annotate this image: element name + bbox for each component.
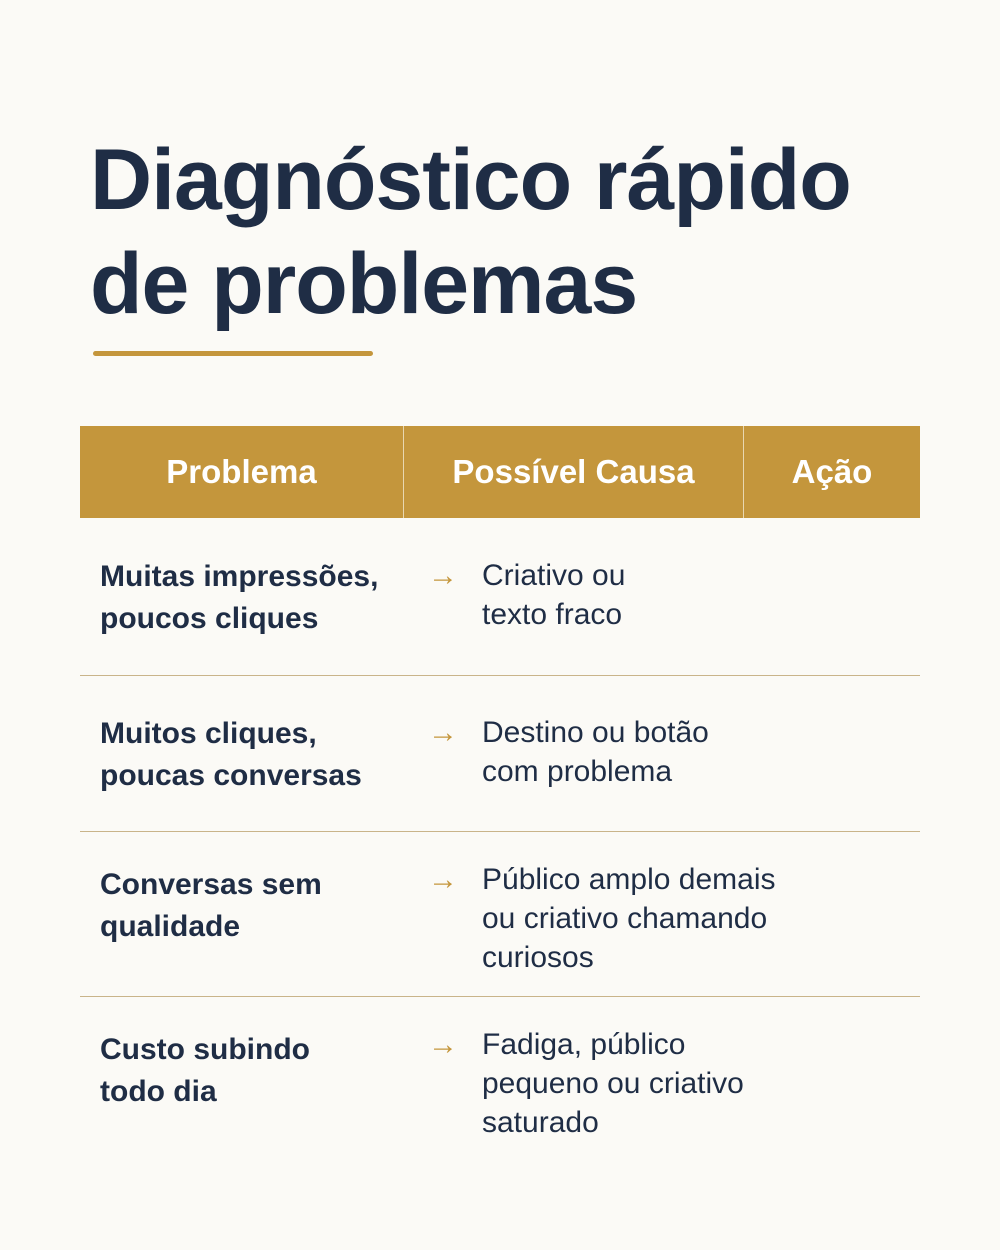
diagnosis-table (80, 426, 920, 1167)
cause-cell (482, 713, 802, 791)
cause-text: texto fraco (482, 598, 623, 631)
problem-text: qualidade (100, 910, 241, 943)
problem-cell (100, 713, 400, 797)
cause-text: Destino ou botão (482, 716, 709, 749)
page-title-line-2: de problemas (90, 236, 638, 332)
page-title (90, 128, 950, 336)
problem-text: Muitos cliques, (100, 717, 317, 750)
problem-cell (100, 864, 400, 948)
cause-cell (482, 556, 802, 634)
header-problema: Problema (166, 453, 317, 490)
table-row (80, 832, 920, 997)
cause-text: Público amplo demais (482, 863, 776, 896)
arrow-right-icon: → (428, 716, 458, 749)
arrow-right-icon: → (428, 1028, 458, 1061)
cause-cell (482, 860, 802, 977)
cause-text: saturado (482, 1106, 599, 1139)
cause-text: ou criativo chamando (482, 902, 768, 935)
header-possivel-causa: Possível Causa (403, 426, 743, 518)
title-underline (93, 351, 373, 356)
problem-text: Conversas sem (100, 868, 322, 901)
table-header (80, 426, 920, 518)
problem-text: poucos cliques (100, 602, 319, 635)
page-title-line-1: Diagnóstico rápido (90, 132, 851, 228)
cause-text: Criativo ou (482, 559, 626, 592)
arrow-right-icon: → (428, 559, 458, 592)
problem-cell (100, 1029, 400, 1113)
cause-text: curiosos (482, 941, 594, 974)
cause-cell (482, 1025, 802, 1142)
problem-cell (100, 556, 400, 640)
header-acao: Ação (743, 426, 920, 518)
problem-text: todo dia (100, 1075, 217, 1108)
table-row (80, 518, 920, 676)
problem-text: poucas conversas (100, 759, 362, 792)
cause-text: com problema (482, 755, 673, 788)
table-row (80, 997, 920, 1167)
cause-text: Fadiga, público (482, 1028, 686, 1061)
cause-text: pequeno ou criativo (482, 1067, 744, 1100)
table-row (80, 676, 920, 832)
arrow-right-icon: → (428, 863, 458, 896)
problem-text: Custo subindo (100, 1033, 310, 1066)
problem-text: Muitas impressões, (100, 560, 379, 593)
